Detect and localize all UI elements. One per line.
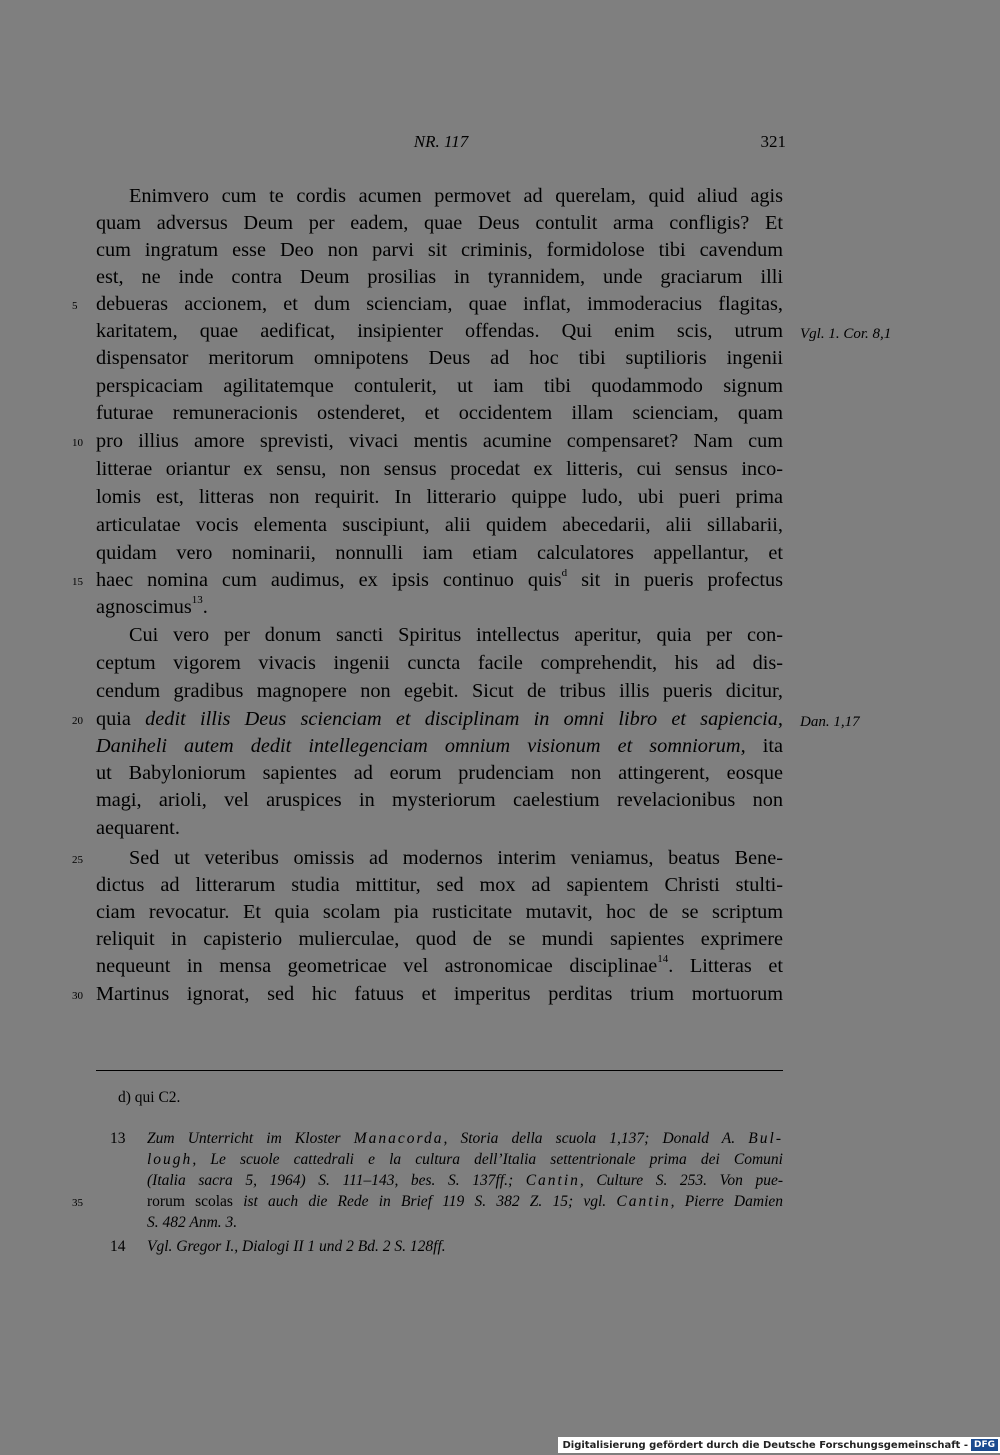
author-name: Cantin (616, 1193, 671, 1210)
text-line: karitatem, quae aedificat, insipienter offendas. Qui enim scis, utrum (96, 320, 783, 342)
line-number: 25 (72, 854, 83, 866)
text-line: futurae remuneracionis ostenderet, et occidentem illam scienciam, quam (96, 402, 783, 424)
footnote-line (147, 1149, 783, 1170)
credit-text: Digitalisierung gefördert durch die Deutsche Forschungsgemeinschaft - (562, 1439, 968, 1451)
text-segment: . Litteras et (668, 955, 783, 977)
text-segment: , Le scuole cattedrali e la cultura dell’Italia settentrionale prima dei Comuni (192, 1151, 783, 1168)
apparatus-marker: d (561, 567, 568, 580)
text-line (96, 594, 783, 621)
text-line: perspicaciam agilitatemque contulerit, ut iam tibi quodammodo signum (96, 375, 783, 397)
footnote-marker: 13 (191, 594, 203, 607)
text-line: dispensator meritorum omnipotens Deus ad hoc tibi suptilioris ingenii (96, 347, 783, 369)
footnote-number: 14 (110, 1238, 126, 1255)
text-segment: haec nomina cum audimus, ex ipsis continuo quis (96, 569, 562, 591)
text-segment: nequeunt in mensa geometricae vel astronomicae disciplinae (96, 955, 658, 977)
footnote-number: 13 (110, 1130, 126, 1147)
text-line: quidam vero nominarii, nonnulli iam etiam calculatores appellantur, et (96, 542, 783, 564)
footnote-line: Vgl. Gregor I., Dialogi II 1 und 2 Bd. 2 S. 128ff. (147, 1238, 446, 1255)
footnote-line (147, 1170, 783, 1191)
text-line: cendum gradibus magnopere non egebit. Sicut de tribus illis pueris dicitur, (96, 680, 783, 702)
line-number: 10 (72, 437, 83, 449)
text-line: Cui vero per donum sancti Spiritus intellectus aperitur, quia per con- (129, 624, 783, 646)
margin-reference: Dan. 1,17 (800, 714, 860, 730)
text-line: quam adversus Deum per eadem, quae Deus contulit arma confligis? Et (96, 212, 783, 234)
text-line: aequarent. (96, 817, 180, 839)
author-name: lough (147, 1151, 193, 1168)
line-number: 20 (72, 715, 83, 727)
author-name: Cantin (525, 1172, 580, 1189)
text-segment: sit in pueris profectus (567, 569, 783, 591)
text-line (96, 733, 783, 760)
text-line: lomis est, litteras non requirit. In litterario quippe ludo, ubi pueri prima (96, 486, 783, 508)
line-number: 15 (72, 576, 83, 588)
author-name: Manacorda (353, 1130, 444, 1147)
text-line: ut Babyloniorum sapientes ad eorum prudenciam non attingerent, eosque (96, 762, 783, 784)
margin-reference: Vgl. 1. Cor. 8,1 (800, 326, 892, 342)
text-segment: , Pierre Damien (670, 1193, 783, 1210)
text-line: dictus ad litterarum studia mittitur, sed mox ad sapientem Christi stulti- (96, 874, 783, 896)
text-line: Sed ut veteribus omissis ad modernos interim veniamus, beatus Bene- (129, 847, 783, 869)
text-line: ceptum vigorem vivacis ingenii cuncta facile comprehendit, his ad dis- (96, 652, 783, 674)
quotation-italic: dedit illis Deus scienciam et disciplinam in omni libro et sapiencia, (145, 708, 783, 730)
text-line: ciam revocatur. Et quia scolam pia rusticitate mutavit, hoc de se scriptum (96, 901, 783, 923)
text-segment: agnoscimus (96, 596, 192, 618)
text-line: pro illius amore sprevisti, vivaci mentis acumine compensaret? Nam cum (96, 430, 783, 452)
dfg-logo: DFG (971, 1439, 998, 1451)
page-number: 321 (760, 132, 786, 151)
text-segment: . (202, 596, 208, 618)
footnote-divider (96, 1070, 783, 1071)
digitization-credit (558, 1437, 1000, 1453)
footnote-marker: 14 (657, 953, 669, 966)
text-line: litterae oriantur ex sensu, non sensus procedat ex litteris, cui sensus inco- (96, 458, 783, 480)
text-segment: quia (96, 708, 131, 730)
text-line: est, ne inde contra Deum prosilias in tyrannidem, unde graciarum illi (96, 266, 783, 288)
text-line: cum ingratum esse Deo non parvi sit criminis, formidolose tibi cavendum (96, 239, 783, 261)
text-segment: ita (745, 735, 783, 757)
text-segment: (Italia sacra 5, 1964) S. 111–143, bes. S. 137ff.; (147, 1172, 526, 1189)
footnote-line: S. 482 Anm. 3. (147, 1214, 238, 1231)
text-line: reliquit in capisterio mulierculae, quod de se mundi sapientes exprimere (96, 928, 783, 950)
running-header (96, 132, 786, 156)
line-number: 35 (72, 1197, 83, 1209)
text-line (96, 567, 783, 594)
text-line: magi, arioli, vel aruspices in mysteriorum caelestium revelacionibus non (96, 789, 783, 811)
text-line: debueras accionem, et dum scienciam, quae inflat, immoderacius flagitas, (96, 293, 783, 315)
text-line: Enimvero cum te cordis acumen permovet ad querelam, quid aliud agis (129, 185, 783, 207)
text-segment: , Storia della scuola 1,137; Donald A. (443, 1130, 749, 1147)
text-line: Martinus ignorat, sed hic fatuus et imperitus perditas trium mortuorum (96, 983, 783, 1005)
author-name: Bul- (748, 1130, 783, 1147)
text-segment: rorum scolas (147, 1193, 233, 1210)
text-segment: , Culture S. 253. Von pue- (579, 1172, 783, 1189)
quotation-italic: Daniheli autem dedit intellegenciam omnium visionum et somniorum, (96, 735, 746, 757)
running-title: NR. 117 (413, 132, 469, 151)
text-segment: ist auch die Rede in Brief 119 S. 382 Z. 15; vgl. (232, 1193, 617, 1210)
footnote-line (147, 1191, 783, 1212)
footnote-line (147, 1128, 783, 1149)
text-line (96, 706, 783, 733)
line-number: 5 (72, 300, 78, 312)
text-line (96, 953, 783, 980)
text-line: articulatae vocis elementa suscipiunt, alii quidem abecedarii, alii sillabarii, (96, 514, 783, 536)
text-segment: Zum Unterricht im Kloster (147, 1130, 354, 1147)
line-number: 30 (72, 990, 83, 1002)
apparatus-note: d) qui C2. (118, 1089, 181, 1106)
